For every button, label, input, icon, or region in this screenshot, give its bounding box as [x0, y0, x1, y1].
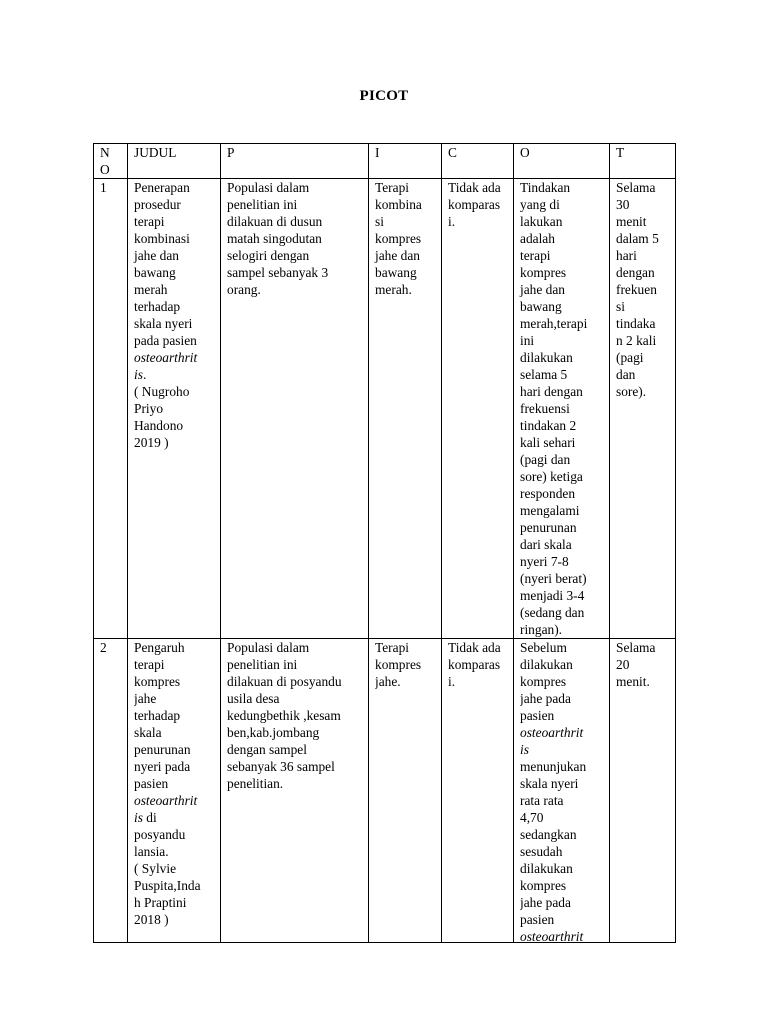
header-c: C — [442, 144, 514, 179]
table-row — [94, 639, 676, 943]
header-judul: JUDUL — [128, 144, 221, 179]
header-o: O — [514, 144, 610, 179]
header-i: I — [369, 144, 442, 179]
page-title: PICOT — [359, 88, 409, 104]
cell-outcome: Sebelum dilakukan kompres jahe pada pasien osteoarthrit is menunjukan skala nyeri rata rata 4,70 sedangkan sesudah dilakukan kompres jahe pada pasien osteoarthrit — [514, 639, 610, 943]
picot-table — [93, 143, 676, 943]
cell-comparison: Tidak ada komparas i. — [442, 639, 514, 943]
table-row — [94, 179, 676, 639]
cell-judul: Penerapan prosedur terapi kombinasi jahe dan bawang merah terhadap skala nyeri pada pasien osteoarthrit is. ( Nugroho Priyo Handono 2019 ) — [128, 179, 221, 639]
cell-comparison: Tidak ada komparas i. — [442, 179, 514, 639]
table-header-row — [94, 144, 676, 179]
cell-judul: Pengaruh terapi kompres jahe terhadap skala penurunan nyeri pada pasien osteoarthrit is di posyandu lansia. ( Sylvie Puspita,Inda h Praptini 2018 ) — [128, 639, 221, 943]
header-no: N O — [94, 144, 128, 179]
cell-time: Selama 30 menit dalam 5 hari dengan frekuen si tindaka n 2 kali (pagi dan sore). — [610, 179, 676, 639]
cell-no: 1 — [94, 179, 128, 639]
cell-time: Selama 20 menit. — [610, 639, 676, 943]
cell-population: Populasi dalam penelitian ini dilakuan di posyandu usila desa kedungbethik ,kesam ben,kab.jombang dengan sampel sebanyak 36 sampel penelitian. — [221, 639, 369, 943]
cell-population: Populasi dalam penelitian ini dilakuan di dusun matah singodutan selogiri dengan sampel sebanyak 3 orang. — [221, 179, 369, 639]
cell-intervention: Terapi kombina si kompres jahe dan bawang merah. — [369, 179, 442, 639]
header-p: P — [221, 144, 369, 179]
cell-outcome: Tindakan yang di lakukan adalah terapi kompres jahe dan bawang merah,terapi ini dilakukan selama 5 hari dengan frekuensi tindakan 2 kali sehari (pagi dan sore) ketiga responden mengalami penurunan dari skala nyeri 7-8 (nyeri berat) menjadi 3-4 (sedang dan ringan). — [514, 179, 610, 639]
cell-no: 2 — [94, 639, 128, 943]
header-t: T — [610, 144, 676, 179]
cell-intervention: Terapi kompres jahe. — [369, 639, 442, 943]
